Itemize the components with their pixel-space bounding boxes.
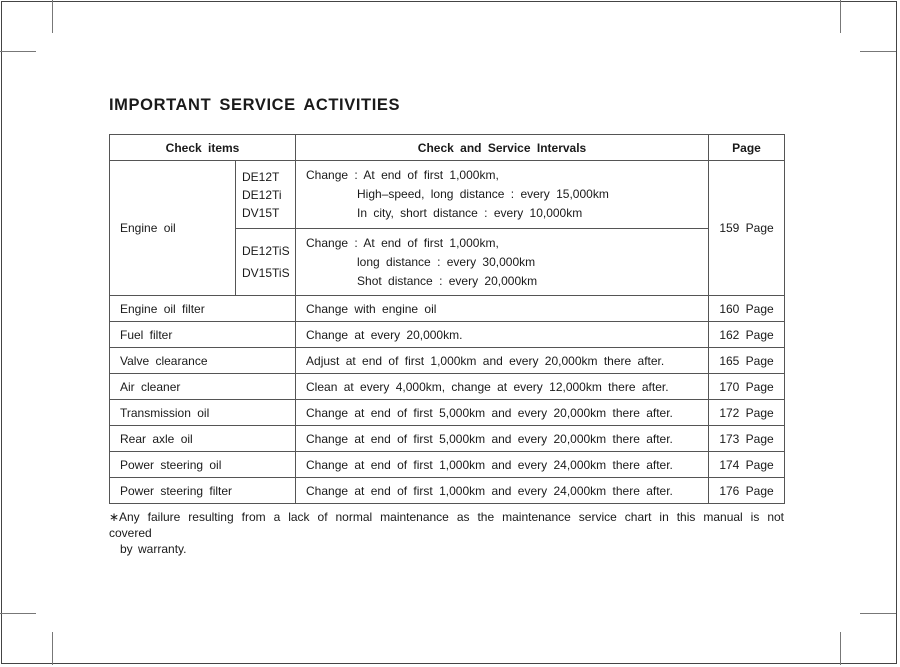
models-group-2 <box>236 229 296 296</box>
interval-cell: Adjust at end of first 1,000km and every 20,000km there after. <box>296 348 709 374</box>
note-text-1: Any failure resulting from a lack of normal maintenance as the maintenance service chart in this manual is not covered <box>109 510 784 540</box>
warranty-note <box>109 509 784 557</box>
crop-mark <box>0 613 36 614</box>
interval-line: Change : At end of first 1,000km, <box>306 235 499 250</box>
page-title: IMPORTANT SERVICE ACTIVITIES <box>109 96 401 114</box>
service-table <box>109 134 785 504</box>
model-name: DV15TiS <box>242 266 290 280</box>
interval-line: Shot distance : every 20,000km <box>357 273 538 288</box>
table-row <box>110 478 785 504</box>
interval-line: In city, short distance : every 10,000km <box>357 206 583 220</box>
note-text-2: by warranty. <box>120 542 187 556</box>
item-cell: Power steering filter <box>110 478 296 504</box>
interval-line: Change : At end of first 1,000km, <box>306 168 499 182</box>
page-cell: 160 Page <box>709 296 785 322</box>
interval-group-1 <box>296 161 709 229</box>
crop-mark <box>0 51 36 52</box>
table-row-engine-oil <box>110 161 785 229</box>
table-row <box>110 374 785 400</box>
crop-mark <box>860 51 896 52</box>
model-name: DE12T <box>242 169 280 184</box>
item-cell: Engine oil filter <box>110 296 296 322</box>
model-name: DE12TiS <box>242 244 290 258</box>
interval-cell: Change at end of first 5,000km and every 20,000km there after. <box>296 400 709 426</box>
interval-cell: Change with engine oil <box>296 296 709 322</box>
table-row <box>110 348 785 374</box>
page-cell: 176 Page <box>709 478 785 504</box>
crop-mark <box>52 632 53 665</box>
page-cell: 173 Page <box>709 426 785 452</box>
header-check-items: Check items <box>110 135 296 161</box>
interval-line: long distance : every 30,000km <box>357 254 536 269</box>
interval-cell: Change at end of first 1,000km and every 24,000km there after. <box>296 478 709 504</box>
note-line-1 <box>109 509 784 541</box>
table-row <box>110 452 785 478</box>
model-name: DV15T <box>242 205 280 220</box>
models-group-1 <box>236 161 296 229</box>
interval-line: High–speed, long distance : every 15,000km <box>357 187 609 201</box>
header-intervals: Check and Service Intervals <box>296 135 709 161</box>
page-cell: 172 Page <box>709 400 785 426</box>
interval-cell: Change at end of first 5,000km and every 20,000km there after. <box>296 426 709 452</box>
crop-mark <box>52 0 53 33</box>
item-cell: Transmission oil <box>110 400 296 426</box>
interval-cell: Clean at every 4,000km, change at every 12,000km there after. <box>296 374 709 400</box>
page-engine-oil: 159 Page <box>709 161 785 296</box>
item-cell: Rear axle oil <box>110 426 296 452</box>
table-row <box>110 322 785 348</box>
table-header-row <box>110 135 785 161</box>
page-cell: 170 Page <box>709 374 785 400</box>
item-cell: Air cleaner <box>110 374 296 400</box>
item-engine-oil: Engine oil <box>110 161 236 296</box>
model-name: DE12Ti <box>242 187 282 202</box>
crop-mark <box>860 613 896 614</box>
table-row <box>110 296 785 322</box>
crop-mark <box>840 632 841 665</box>
asterisk-marker: ∗ <box>109 510 120 524</box>
item-cell: Valve clearance <box>110 348 296 374</box>
page-cell: 162 Page <box>709 322 785 348</box>
page-cell: 174 Page <box>709 452 785 478</box>
header-page: Page <box>709 135 785 161</box>
table-row <box>110 400 785 426</box>
item-cell: Power steering oil <box>110 452 296 478</box>
interval-cell: Change at end of first 1,000km and every 24,000km there after. <box>296 452 709 478</box>
table-row <box>110 426 785 452</box>
interval-cell: Change at every 20,000km. <box>296 322 709 348</box>
interval-group-2 <box>296 229 709 296</box>
page-cell: 165 Page <box>709 348 785 374</box>
item-cell: Fuel filter <box>110 322 296 348</box>
crop-mark <box>840 0 841 33</box>
